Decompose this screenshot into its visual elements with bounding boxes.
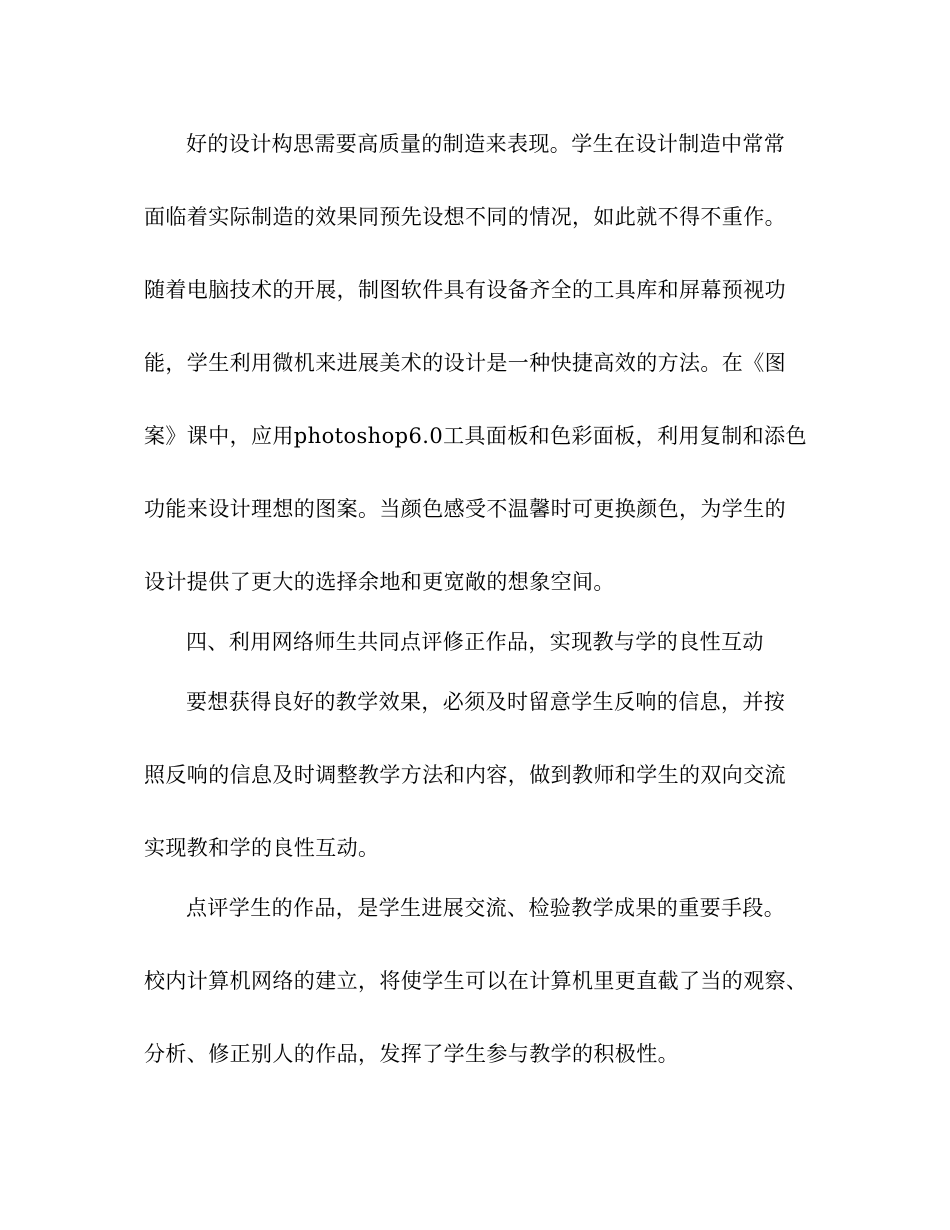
paragraph-3-line-1: 点评学生的作品，是学生进展交流、检验教学成果的重要手段。 (186, 896, 786, 920)
section-heading-4: 四、利用网络师生共同点评修正作品，实现教与学的良性互动 (186, 630, 764, 654)
paragraph-1-line-4: 能，学生利用微机来进展美术的设计是一种快捷高效的方法。在《图 (144, 351, 786, 375)
paragraph-1-line-6: 功能来设计理想的图案。当颜色感受不温馨时可更换颜色，为学生的 (144, 497, 786, 521)
paragraph-2-line-2: 照反响的信息及时调整教学方法和内容，做到教师和学生的双向交流 (144, 763, 786, 787)
paragraph-1-line-5: 案》课中，应用photoshop6.0工具面板和色彩面板，利用复制和添色 (144, 424, 807, 448)
paragraph-3-line-2: 校内计算机网络的建立，将使学生可以在计算机里更直截了当的观察、 (144, 969, 808, 993)
paragraph-1-line-1: 好的设计构思需要高质量的制造来表现。学生在设计制造中常常 (186, 132, 786, 156)
paragraph-2-line-1: 要想获得良好的教学效果，必须及时留意学生反响的信息，并按 (186, 690, 786, 714)
paragraph-1-line-7: 设计提供了更大的选择余地和更宽敞的想象空间。 (144, 570, 615, 594)
paragraph-1-line-3: 随着电脑技术的开展，制图软件具有设备齐全的工具库和屏幕预视功 (144, 278, 786, 302)
paragraph-2-line-3: 实现教和学的良性互动。 (144, 836, 380, 860)
paragraph-1-line-2: 面临着实际制造的效果同预先设想不同的情况，如此就不得不重作。 (144, 205, 786, 229)
paragraph-3-line-3: 分析、修正别人的作品，发挥了学生参与教学的积极性。 (144, 1042, 679, 1066)
